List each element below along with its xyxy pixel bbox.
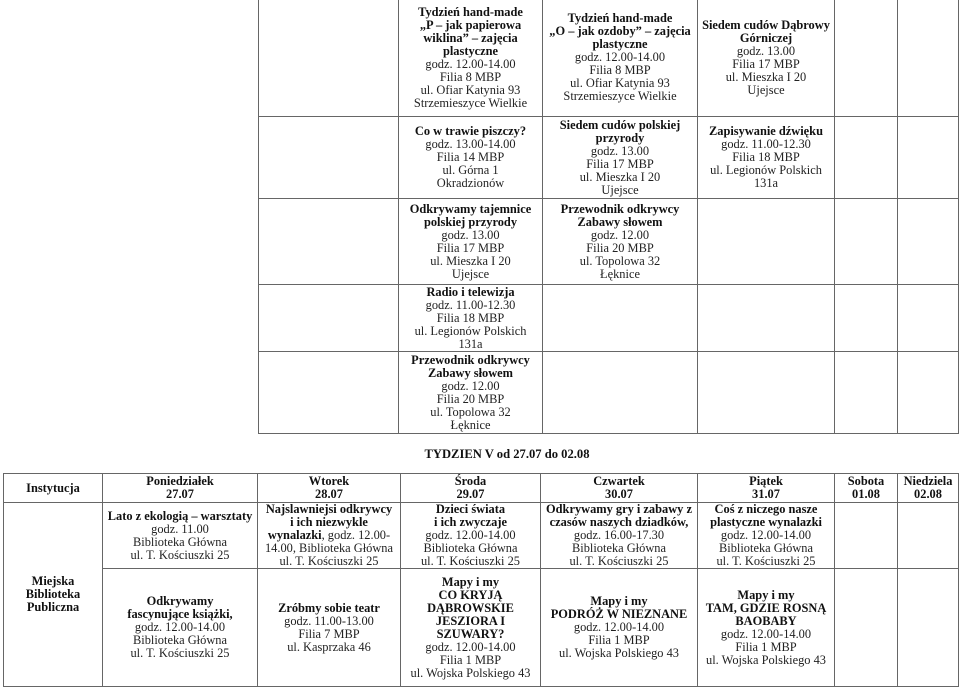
event-title: JESZIORA I	[435, 613, 506, 628]
empty-cell	[898, 0, 959, 117]
column-header	[541, 474, 698, 503]
event-cell	[399, 352, 543, 434]
event-detail-line: ul. T. Kościuszki 25	[130, 646, 230, 660]
event-cell	[103, 569, 258, 687]
event-detail-line: Filia 1 MBP	[588, 633, 650, 647]
event-cell	[258, 569, 401, 687]
empty-cell	[898, 117, 959, 199]
event-detail-line: Okradzionów	[436, 176, 505, 190]
event-detail-line: ul. Topolowa 32	[579, 253, 661, 268]
column-header	[898, 474, 959, 503]
column-header-line: Piątek	[749, 474, 783, 488]
event-detail-line: ul. Topolowa 32	[430, 404, 511, 419]
event-detail-line: ul. T. Kościuszki 25	[130, 547, 230, 562]
column-header-line: 28.07	[315, 487, 343, 501]
event-cell	[698, 0, 835, 117]
event-detail-line: godz. 12.00	[590, 227, 650, 242]
event-detail-line: Filia 18 MBP	[436, 310, 505, 325]
event-cell	[543, 117, 698, 199]
event-cell	[401, 569, 541, 687]
week-title: TYDZIEN V od 27.07 do 02.08	[424, 447, 590, 461]
column-header-line: 31.07	[752, 487, 780, 501]
event-detail-line: ul. Ofiar Katynia 93	[420, 82, 521, 97]
event-detail-line: ul. Mieszka I 20	[430, 253, 511, 268]
event-title: plastyczne	[592, 37, 648, 51]
event-title-part: wynalazki	[267, 528, 322, 542]
event-title: Dzieci świata	[435, 502, 506, 516]
column-header-line: Środa	[454, 474, 487, 488]
event-detail-line: godz. 11.00	[151, 521, 209, 536]
empty-cell	[898, 352, 959, 434]
event-detail-line: Biblioteka Główna	[133, 534, 227, 549]
column-header-line: Poniedziałek	[146, 474, 214, 488]
event-cell	[541, 569, 698, 687]
table-row	[259, 352, 959, 434]
event-title: Tydzień hand-made	[418, 4, 523, 19]
event-cell	[401, 503, 541, 569]
event-cell	[258, 503, 401, 569]
empty-cell	[835, 199, 898, 285]
empty-cell	[259, 285, 399, 352]
event-detail-line: Filia 17 MBP	[732, 56, 800, 71]
column-header	[103, 474, 258, 503]
event-title: Mapy i my	[737, 587, 795, 602]
event-title: plastyczne	[442, 43, 499, 58]
event-detail-line: godz. 12.00-14.00	[425, 56, 516, 71]
event-title: polskiej przyrody	[423, 214, 518, 229]
event-cell	[399, 285, 543, 352]
event-detail-line: Biblioteka Główna	[719, 541, 813, 555]
event-detail-line: godz. 13.00	[590, 143, 650, 158]
empty-cell	[543, 352, 698, 434]
empty-cell	[835, 0, 898, 117]
event-detail-line: ul. Mieszka I 20	[579, 169, 661, 184]
event-title: plastyczne wynalazki	[710, 515, 822, 529]
event-detail-line: Filia 18 MBP	[732, 150, 800, 164]
event-detail-line: 14.00, Biblioteka Główna	[264, 541, 394, 555]
event-title: Górniczej	[739, 30, 793, 45]
event-detail-line: godz. 12.00	[441, 378, 500, 393]
institution-name-line: Miejska	[31, 574, 75, 588]
empty-cell	[898, 285, 959, 352]
empty-cell	[259, 117, 399, 199]
event-title: Siedem cudów polskiej	[559, 117, 681, 132]
previous-week-schedule-table	[258, 0, 959, 434]
column-header	[258, 474, 401, 503]
event-detail-line: godz. 11.00-12.30	[425, 297, 516, 312]
event-title: Odkrywamy gry i zabawy z	[546, 502, 692, 516]
column-header-line: Wtorek	[308, 474, 350, 488]
event-detail-line: godz. 13.00	[736, 43, 796, 58]
event-detail-line: 131a	[753, 176, 779, 190]
header-row	[4, 474, 959, 503]
event-detail-line: godz. 12.00-14.00	[425, 639, 516, 654]
column-header	[698, 474, 835, 503]
event-cell	[399, 199, 543, 285]
event-title: i ich niezwykle	[290, 515, 368, 529]
event-detail-line: ul. Legionów Polskich	[414, 323, 527, 338]
table-row	[4, 503, 959, 569]
event-title: Co w trawie piszczy?	[414, 124, 527, 138]
event-title: DĄBROWSKIE	[427, 600, 514, 615]
column-header-line: Czwartek	[593, 474, 645, 488]
event-detail-line: Filia 20 MBP	[436, 391, 505, 406]
empty-cell	[835, 352, 898, 434]
event-detail-line: ul. Mieszka I 20	[725, 69, 807, 84]
event-title: Coś z niczego nasze	[714, 502, 818, 516]
event-title: Odkrywamy tajemnice	[409, 201, 532, 216]
table-row	[259, 199, 959, 285]
event-detail-line: Filia 7 MBP	[298, 626, 360, 641]
event-cell	[399, 117, 543, 199]
event-title: czasów naszych dziadków,	[549, 515, 689, 529]
event-detail-line: Filia 8 MBP	[589, 63, 651, 77]
event-detail-line: ul. Wojska Polskiego 43	[410, 665, 531, 680]
event-detail-line: Ujejsce	[601, 182, 639, 197]
column-header-line: 27.07	[166, 487, 194, 501]
event-title: fascynujące książki,	[127, 607, 233, 621]
event-detail-line: ul. Górna 1	[442, 163, 499, 177]
event-detail-line: ul. Ofiar Katynia 93	[570, 76, 670, 90]
event-cell	[399, 0, 543, 117]
event-detail-line: Filia 14 MBP	[436, 150, 505, 164]
event-title: Mapy i my	[441, 574, 500, 589]
column-header-line: 30.07	[605, 487, 633, 501]
column-header-line: Niedziela	[903, 474, 953, 488]
event-title: „O – jak ozdoby” – zajęcia	[549, 24, 691, 38]
event-detail-line: godz. 12.00-14.00	[574, 50, 666, 64]
empty-cell	[835, 503, 898, 569]
table-row	[4, 569, 959, 687]
event-title: CO KRYJĄ	[438, 587, 503, 602]
event-detail-line: Filia 17 MBP	[436, 240, 505, 255]
event-title: TAM, GDZIE ROSNĄ	[705, 600, 827, 615]
event-title: wiklina” – zajęcia	[423, 30, 518, 45]
column-header	[4, 474, 103, 503]
week-v-schedule-table	[3, 473, 959, 687]
column-header-line: 29.07	[456, 487, 485, 501]
event-title: Radio i telewizja	[426, 284, 515, 299]
event-cell	[541, 503, 698, 569]
empty-cell	[835, 117, 898, 199]
event-detail-line: godz. 13.00-14.00	[425, 137, 516, 151]
event-title: Zabawy słowem	[577, 214, 663, 229]
event-detail-line: Filia 1 MBP	[735, 639, 797, 654]
empty-cell	[898, 199, 959, 285]
institution-cell	[4, 503, 103, 687]
event-detail-line: Filia 1 MBP	[439, 652, 502, 667]
event-cell	[698, 117, 835, 199]
event-detail-line: godz. 12.00-14.00	[134, 620, 226, 634]
event-title: Tydzień hand-made	[567, 11, 673, 25]
event-time-part: , godz. 12.00-	[321, 528, 391, 542]
empty-cell	[698, 352, 835, 434]
event-title: Lato z ekologią – warsztaty	[107, 508, 253, 523]
event-title: Odkrywamy	[146, 594, 214, 608]
event-cell	[698, 569, 835, 687]
event-cell	[698, 503, 835, 569]
institution-name-line: Biblioteka	[25, 587, 81, 601]
event-detail-line: godz. 12.00-14.00	[720, 528, 812, 542]
event-detail-line: Filia 20 MBP	[586, 240, 654, 255]
event-detail-line: ul. Legionów Polskich	[710, 163, 822, 177]
table-row	[259, 285, 959, 352]
event-detail-line: ul. Kasprzaka 46	[287, 639, 371, 654]
event-detail-line: godz. 11.00-13.00	[284, 613, 374, 628]
event-detail-line: godz. 12.00-14.00	[425, 528, 516, 542]
event-detail-line: godz. 12.00-14.00	[573, 620, 665, 634]
empty-cell	[259, 0, 399, 117]
event-detail-line: Filia 8 MBP	[439, 69, 502, 84]
event-detail-line: Ujejsce	[747, 82, 785, 97]
event-title: Siedem cudów Dąbrowy	[702, 17, 830, 32]
event-detail-line: godz. 13.00	[441, 227, 500, 242]
column-header-line: 01.08	[852, 487, 880, 501]
empty-cell	[835, 569, 898, 687]
event-title: BAOBABY	[735, 613, 797, 628]
event-detail-line: Strzemieszyce Wielkie	[563, 89, 677, 103]
event-title: i ich zwyczaje	[434, 515, 507, 529]
event-detail-line: ul. Wojska Polskiego 43	[706, 652, 826, 667]
event-detail-line: Biblioteka Główna	[572, 541, 666, 555]
empty-cell	[898, 503, 959, 569]
event-detail-line: Łęknice	[450, 417, 491, 432]
event-detail-line: 131a	[458, 336, 483, 351]
event-detail-line: ul. T. Kościuszki 25	[716, 554, 816, 568]
empty-cell	[543, 285, 698, 352]
event-cell	[543, 199, 698, 285]
event-detail-line: godz. 16.00-17.30	[573, 528, 665, 542]
column-header-line: Instytucja	[26, 480, 80, 495]
event-title: PODRÓŻ W NIEZNANE	[550, 607, 688, 621]
empty-cell	[835, 285, 898, 352]
event-title: Zapisywanie dźwięku	[709, 124, 823, 138]
event-title: Przewodnik odkrywcy	[411, 352, 530, 367]
event-detail-line: ul. T. Kościuszki 25	[569, 554, 669, 568]
empty-cell	[698, 199, 835, 285]
column-header	[835, 474, 898, 503]
event-title: SZUWARY?	[436, 626, 505, 641]
event-detail-line: Biblioteka Główna	[423, 541, 518, 555]
event-detail-line: ul. Wojska Polskiego 43	[559, 646, 679, 660]
event-title: Mapy i my	[590, 594, 648, 608]
empty-cell	[259, 352, 399, 434]
institution-name-line: Publiczna	[26, 600, 80, 614]
event-detail-line: godz. 11.00-12.30	[721, 137, 811, 151]
event-cell	[103, 503, 258, 569]
event-detail-line: Filia 17 MBP	[586, 156, 654, 171]
event-title: Najslawniejsi odkrywcy	[265, 502, 393, 516]
event-title: Zróbmy sobie teatr	[278, 600, 380, 615]
event-detail-line: ul. T. Kościuszki 25	[420, 554, 520, 568]
event-detail-line: Biblioteka Główna	[133, 633, 227, 647]
event-detail-line: ul. T. Kościuszki 25	[279, 554, 379, 568]
empty-cell	[698, 285, 835, 352]
event-title: Przewodnik odkrywcy	[560, 201, 680, 216]
event-title: „P – jak papierowa	[419, 17, 522, 32]
column-header	[401, 474, 541, 503]
empty-cell	[898, 569, 959, 687]
column-header-line: Sobota	[847, 474, 885, 488]
event-detail-line: Strzemieszyce Wielkie	[413, 95, 528, 110]
empty-cell	[259, 199, 399, 285]
event-detail-line: Ujejsce	[451, 266, 490, 281]
table-row	[259, 117, 959, 199]
event-detail-line: Łęknice	[600, 266, 640, 281]
table-row	[259, 0, 959, 117]
event-title: przyrody	[595, 130, 645, 145]
event-title: Zabawy słowem	[427, 365, 514, 380]
event-cell	[543, 0, 698, 117]
event-detail-line: godz. 12.00-14.00	[720, 626, 812, 641]
column-header-line: 02.08	[914, 487, 942, 501]
